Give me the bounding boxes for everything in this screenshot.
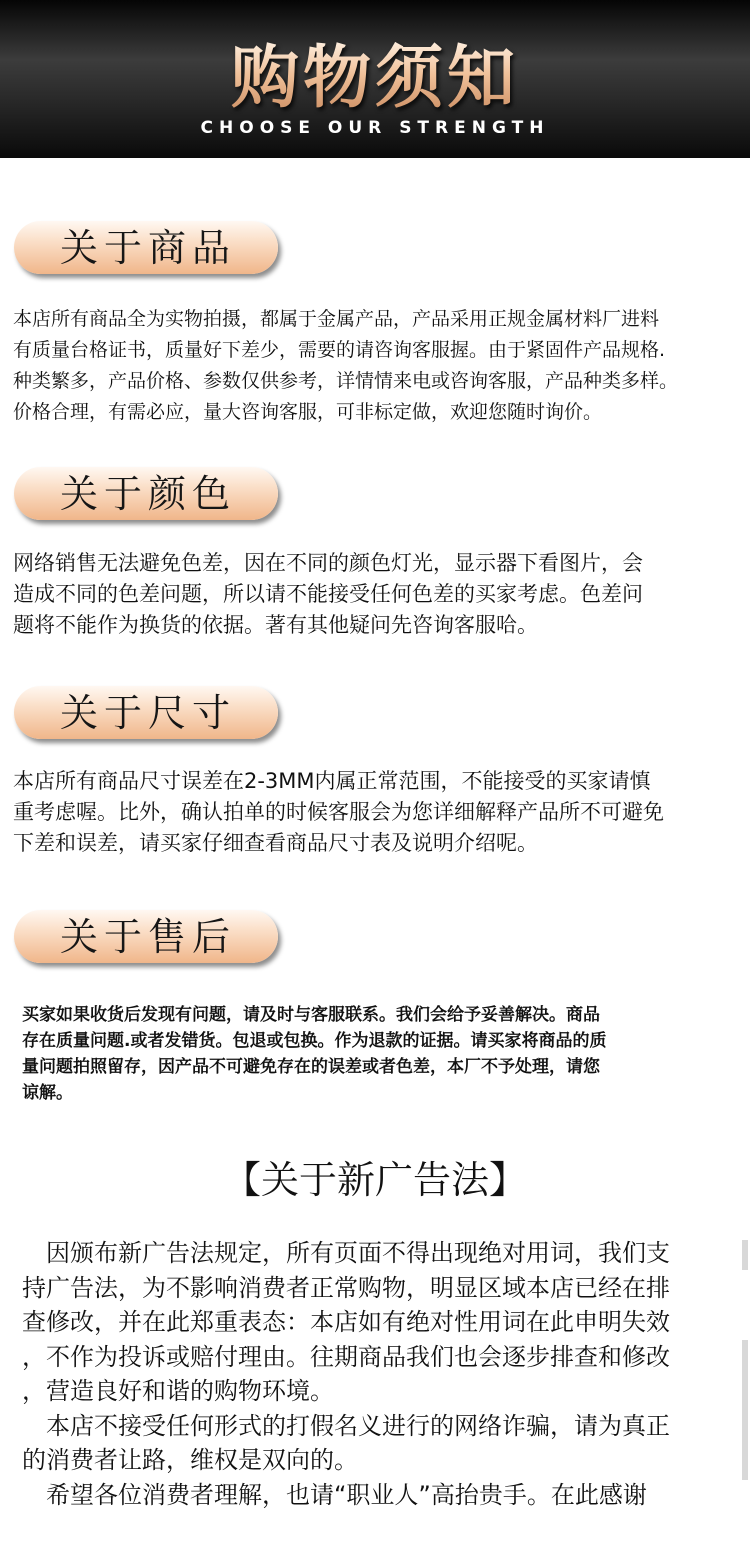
text-line: 的消费者让路，维权是双向的。 <box>22 1446 358 1474</box>
text-line: ，营造良好和谐的购物环境。 <box>22 1377 334 1405</box>
section-text-after-sales <box>22 1002 606 1106</box>
text-line: 本店所有商品尺寸误差在2-3MM内属正常范围，不能接受的买家请慎 <box>13 769 651 793</box>
text-line: 有质量台格证书，质量好下差少，需要的请咨询客服握。由于紧固件产品规格. <box>13 339 666 361</box>
section-title: 关于颜色 <box>60 472 237 516</box>
edge-divider <box>742 1340 748 1480</box>
text-line: 本店不接受任何形式的打假名义进行的网络诈骗，请为真正 <box>22 1411 670 1440</box>
text-line: 下差和误差，请买家仔细查看商品尺寸表及说明介绍呢。 <box>13 831 538 855</box>
ad-law-text <box>22 1236 670 1512</box>
section-title: 关于尺寸 <box>60 691 237 735</box>
edge-divider <box>742 1240 748 1270</box>
section-text-color <box>13 548 643 641</box>
text-line: 因颁布新广告法规定，所有页面不得出现绝对用词，我们支 <box>22 1239 670 1267</box>
text-line: 希望各位消费者理解，也请“职业人”高抬贵手。在此感谢 <box>22 1480 647 1509</box>
text-line: 题将不能作为换货的依据。著有其他疑问先咨询客服哈。 <box>13 613 538 637</box>
text-line: 网络销售无法避免色差，因在不同的颜色灯光，显示器下看图片，会 <box>13 551 643 575</box>
section-text-size <box>13 766 664 859</box>
ad-law-title: 【关于新广告法】 <box>222 1158 527 1202</box>
text-line: 本店所有商品全为实物拍摄，都属于金属产品，产品采用正规金属材料厂进料 <box>13 308 660 330</box>
section-header-after-sales <box>14 910 278 963</box>
text-line: 量问题拍照留存，因产品不可避免存在的误差或者色差，本厂不予处理，请您 <box>22 1057 600 1077</box>
text-line: 存在质量问题.或者发错货。包退或包换。作为退款的证据。请买家将商品的质 <box>22 1031 607 1051</box>
section-header-color <box>14 467 278 520</box>
text-line: 买家如果收货后发现有问题，请及时与客服联系。我们会给予妥善解决。商品 <box>22 1005 600 1025</box>
text-line: 查修改，并在此郑重表态：本店如有绝对性用词在此申明失效 <box>22 1308 670 1336</box>
text-line: 价格合理，有需必应，量大咨询客服，可非标定做，欢迎您随时询价。 <box>13 401 603 423</box>
section-title: 关于售后 <box>60 915 237 959</box>
text-line: 持广告法，为不影响消费者正常购物，明显区域本店已经在排 <box>22 1273 670 1302</box>
text-line: 谅解。 <box>22 1083 73 1103</box>
section-text-products <box>13 304 678 428</box>
text-line: 种类繁多，产品价格、参数仅供参考，详情情来电或咨询客服，产品种类多样。 <box>13 370 679 392</box>
section-header-products <box>14 221 278 274</box>
text-line: 造成不同的色差问题，所以请不能接受任何色差的买家考虑。色差问 <box>13 582 643 606</box>
banner-subtitle: CHOOSE OUR STRENGTH <box>200 118 550 138</box>
header-banner <box>0 0 750 158</box>
text-line: 重考虑喔。比外，确认拍单的时候客服会为您详细解释产品所不可避免 <box>13 800 664 824</box>
section-header-size <box>14 686 278 739</box>
banner-title: 购物须知 <box>0 38 750 118</box>
text-line: ，不作为投诉或赔付理由。往期商品我们也会逐步排查和修改 <box>22 1342 670 1371</box>
section-title: 关于商品 <box>60 226 237 270</box>
